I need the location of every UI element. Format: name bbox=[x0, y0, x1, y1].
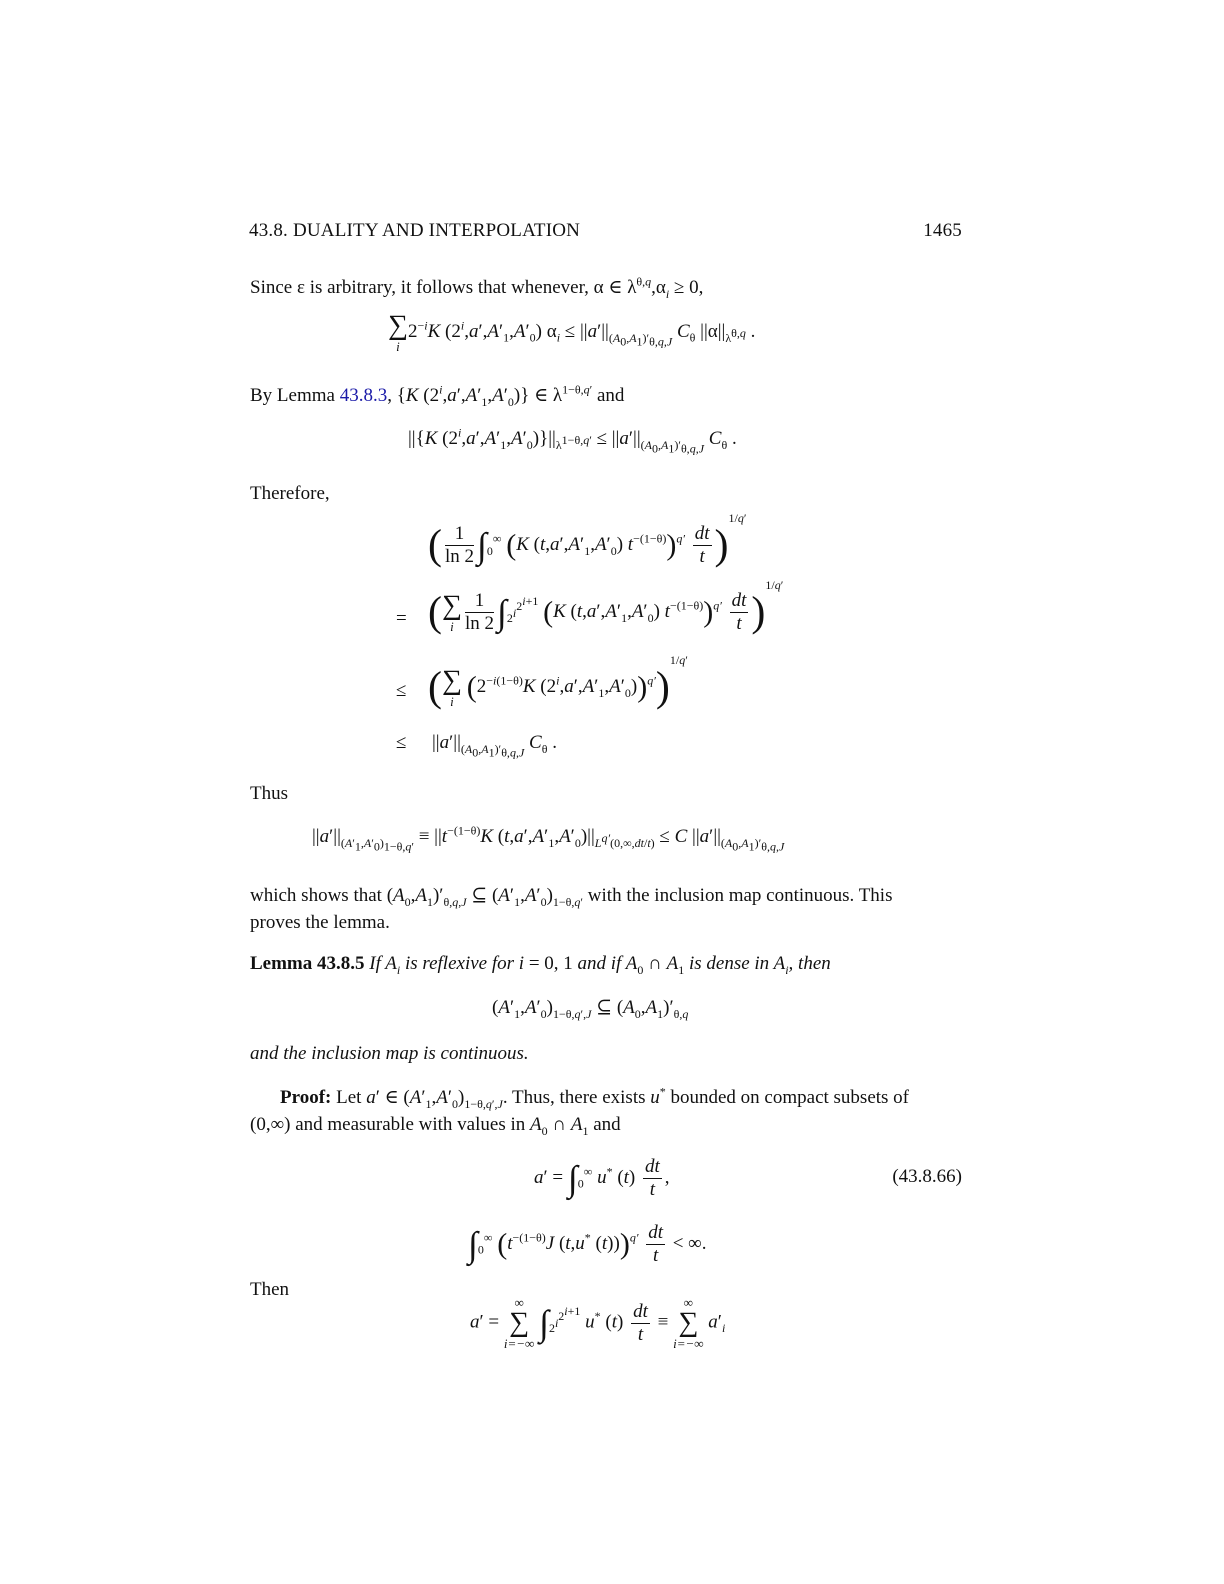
lemma-link[interactable]: 43.8.3 bbox=[339, 385, 388, 406]
equation-derivation-line1: ( $\frac{1}{\ln 2}$ $\int_0^\infty$ (K $(t,a',A'_1,A'_0)$ $t^{-(1-\theta)})^{q'}$ $\frac{dt}{t}$ )$^{1/q'}$ bbox=[428, 511, 747, 569]
page-number: 1465 bbox=[923, 220, 962, 241]
text-with-inclusion: with the inclusion map continuous. This bbox=[587, 885, 893, 906]
equation-lemma: $(A'_1,A'_0)_{1-\theta,q',J}$ ⊆ $(A_0,A_1)'_{\theta,q}$ bbox=[492, 997, 689, 1021]
equals-sign: = bbox=[396, 608, 407, 629]
text-therefore: Therefore, bbox=[250, 483, 330, 504]
equation-integral-finite: $\int_0^\infty$ ($t^{-(1-\theta)}J$ (t,u* (t)))$^{q'}$ $\frac{dt}{t}$ < ∞. bbox=[468, 1222, 707, 1266]
text-and: and bbox=[597, 385, 625, 406]
proof-text-1: Let bbox=[336, 1087, 362, 1108]
text-which-shows: which shows that bbox=[250, 885, 382, 906]
proof-text-3: bounded on compact subsets of bbox=[670, 1087, 910, 1108]
text-since: Since ε is arbitrary, it follows that whenever, α ∈ λ bbox=[250, 277, 637, 298]
equation-derivation-line4: $||a'||_{(A_0,A_1)'_{\theta,q,J}}$ $C_\theta$ . bbox=[432, 732, 557, 760]
paragraph-by-lemma: By Lemma 43.8.3, {K $(2^i,a',A'_1,A'_0)$} ∈ $\lambda^{1-\theta,q'}$ and bbox=[250, 382, 625, 409]
lemma-text-3: and if bbox=[577, 953, 622, 974]
lemma-statement: Lemma 43.8.5 If $A_i$ is reflexive for i = 0, 1 and if $A_0$ ∩ $A_1$ is dense in $A_i$, then bbox=[250, 953, 831, 977]
equation-derivation-line2: ( ∑ i $\frac{1}{\ln 2}$ $\int_{2^i}^{2^{i+1}}$ (K $(t,a',A'_1,A'_0)$ $t^{-(1-\theta)})^{q'}$ $\frac{dt}{t}$ )$^{1/q'}$ bbox=[428, 578, 784, 636]
text-by-lemma: By Lemma bbox=[250, 385, 340, 406]
equation-thus: $||a'||_{(A'_1,A'_0)_{1-\theta,q'}} \equiv ||t^{-(1-\theta)}K$ $(t,a',A'_1,A'_0)||_{L^{q'}(0,\infty,dt/t)} \le C$ $||a'||_{(A_0,A_1)'_{\theta,q,J}}$ bbox=[312, 823, 785, 854]
lemma-text-1: If bbox=[369, 953, 381, 974]
lemma-text-5: , then bbox=[788, 953, 831, 974]
equation-43-8-66: $a' = \int_0^\infty$ u* (t) $\frac{dt}{t}$ , bbox=[534, 1156, 670, 1200]
proof-text-4: and measurable with values in bbox=[295, 1114, 526, 1135]
lemma-text-2: is reflexive for bbox=[404, 953, 515, 974]
text-proves: proves the lemma. bbox=[250, 912, 390, 933]
equation-number: (43.8.66) bbox=[892, 1166, 962, 1187]
equation-derivation-line3: ( ∑ i ($2^{-i(1-\theta)}K$ $(2^i,a',A'_1,A'_0))^{q'})^{1/q'}$ bbox=[428, 653, 688, 711]
equation-sum-bound: ∑ i $2^{-i}K$ $(2^i,a',A'_1,A'_0) \alpha_i \le ||a'||_{(A_0,A_1)'_{\theta,q,J}}$ $C_\theta$ $||\alpha||_{\lambda^{\theta,q}}$ . bbox=[388, 310, 756, 354]
paragraph-proof: Proof: Let a′ ∈ $(A'_1,A'_0)_{1-\theta,q',J}$. Thus, there exists u* bounded on compact subsets of (0,∞) and measurable with values in $A_0$ ∩ $A_1$ and bbox=[250, 1084, 910, 1138]
running-header: 43.8. DUALITY AND INTERPOLATION bbox=[249, 220, 581, 241]
proof-text-5: and bbox=[593, 1114, 621, 1135]
paragraph-which-shows: which shows that $(A_0,A_1)'_{\theta,q,J}$ ⊆ $(A'_1,A'_0)_{1-\theta,q'}$ with the inclusion map continuous. This proves the lemma. bbox=[250, 885, 893, 933]
paragraph-since: Since ε is arbitrary, it follows that whenever, α ∈ $\lambda^{\theta,q},\alpha_i \ge 0$, bbox=[250, 274, 704, 301]
lemma-label: Lemma 43.8.5 bbox=[250, 953, 365, 974]
proof-text-2: . Thus, there exists bbox=[502, 1087, 646, 1108]
equation-lambda-norm: ||{K $(2^i,a',A'_1,A'_0)\}||_{\lambda^{1-\theta,q'}} \le ||a'||_{(A_0,A_1)'_{\theta,q,J}}$ $C_\theta$ . bbox=[408, 425, 737, 456]
equation-decomposition: a′ = ∞ ∑ i=−∞ $\int_{2^i}^{2^{i+1}}$ u* (t) $\frac{dt}{t}$ ≡ ∞ ∑ i=−∞ $a'_i$ bbox=[470, 1295, 726, 1351]
text-then: Then bbox=[250, 1279, 290, 1300]
leq-sign-2: ≤ bbox=[396, 732, 407, 753]
lemma-text-4: is dense in bbox=[688, 953, 770, 974]
text-thus: Thus bbox=[250, 783, 288, 804]
lemma-conclusion: and the inclusion map is continuous. bbox=[250, 1043, 529, 1064]
leq-sign-1: ≤ bbox=[396, 680, 407, 701]
proof-label: Proof: bbox=[280, 1087, 332, 1108]
